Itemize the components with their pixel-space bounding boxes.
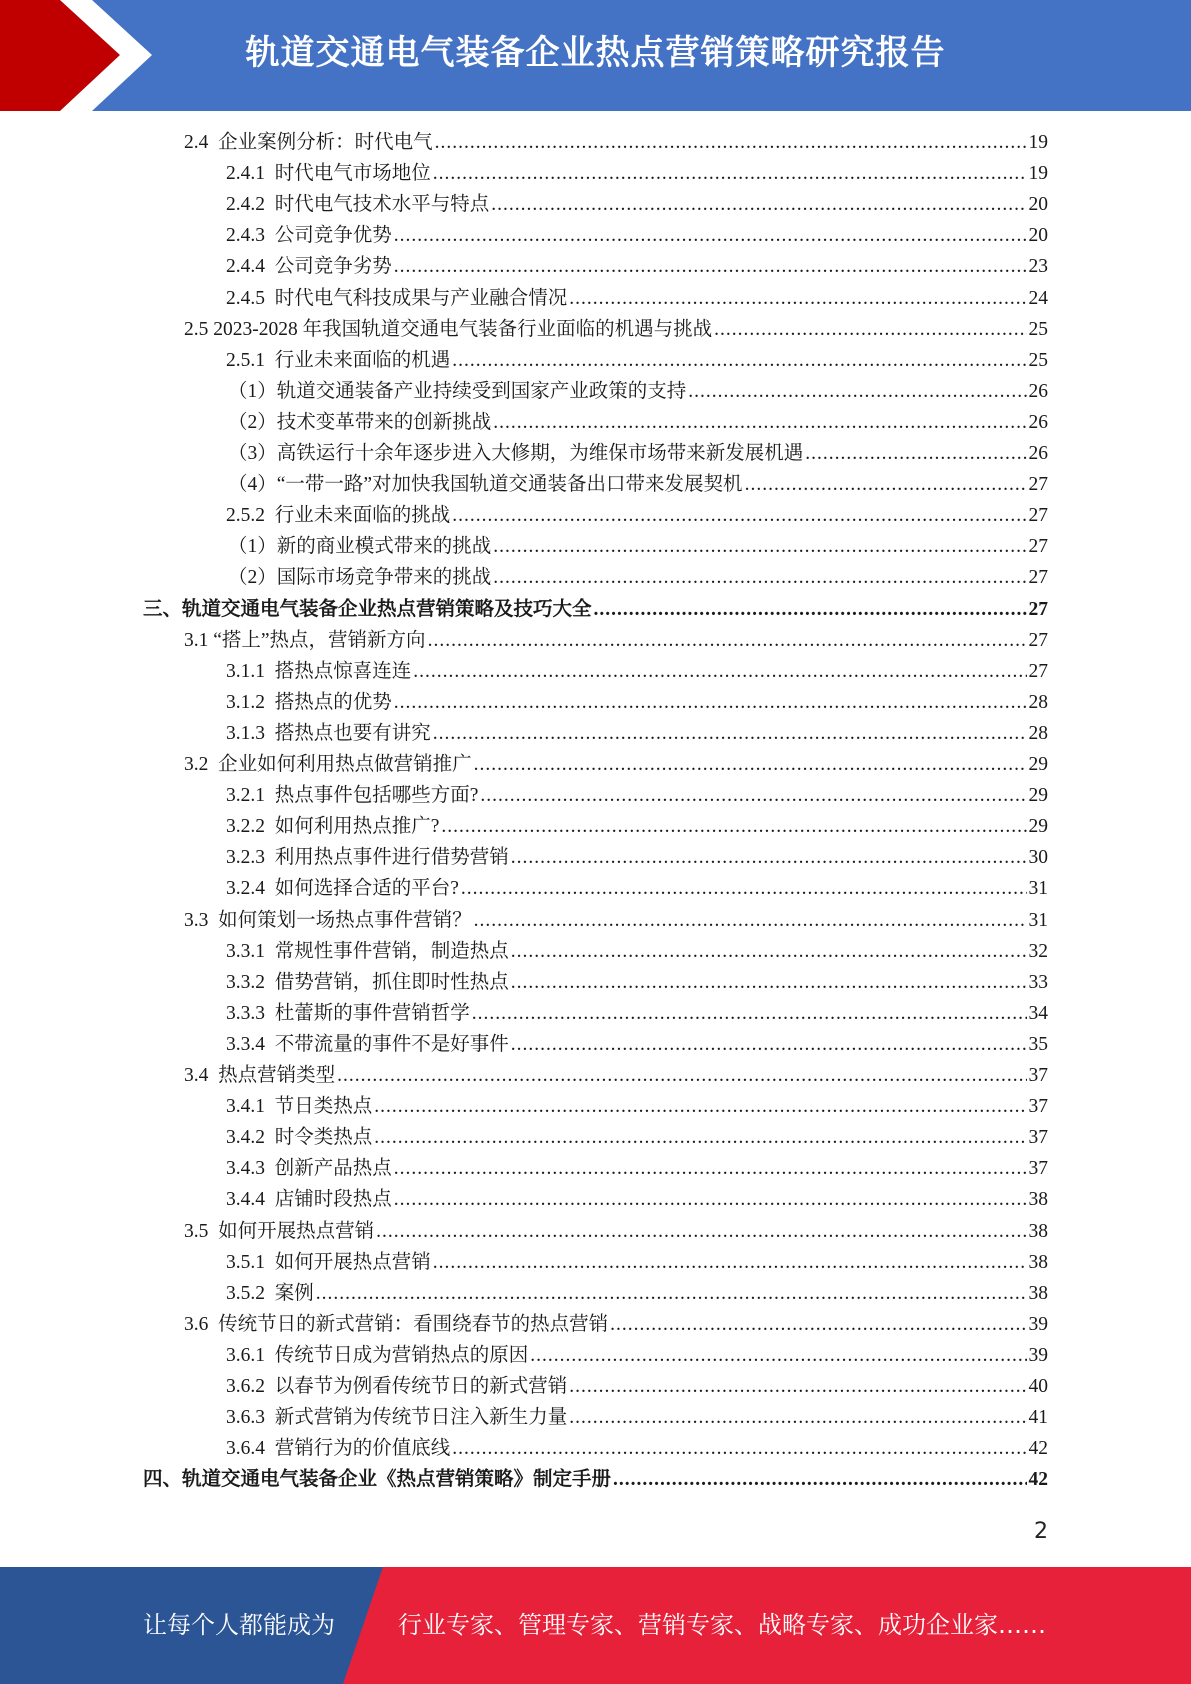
toc-entry-page: 39: [1028, 1313, 1048, 1335]
toc-entry-title: 3.2 企业如何利用热点做营销推广: [184, 754, 472, 775]
toc-entry-title: 3.1.3 搭热点也要有讲究: [226, 722, 431, 744]
toc-entry-page: 38: [1028, 1189, 1048, 1211]
toc-entry-title: 3.6.4 营销行为的价值底线: [226, 1438, 451, 1460]
toc-entry-page: 32: [1028, 940, 1048, 962]
toc-entry-title: 3.1.1 搭热点惊喜连连: [226, 660, 412, 682]
toc-entry-title: 2.4.1 时代电气市场地位: [226, 163, 431, 185]
toc-dot-leader: [433, 1247, 1027, 1278]
toc-entry-page: 27: [1028, 474, 1048, 496]
toc-entry-page: 29: [1028, 816, 1048, 838]
toc-entry-title: 3.4 热点营销类型: [184, 1065, 336, 1086]
toc-entry-page: 27: [1028, 505, 1048, 527]
toc-dot-leader: [530, 1340, 1026, 1371]
toc-entry-page: 26: [1028, 411, 1048, 433]
toc-entry-title: 3.2.4 如何选择合适的平台?: [226, 878, 459, 900]
toc-entry-page: 20: [1028, 194, 1048, 216]
toc-dot-leader: [493, 407, 1026, 438]
toc-entry-title: 3.4.2 时令类热点: [226, 1127, 373, 1149]
toc-dot-leader: [452, 500, 1026, 531]
toc-dot-leader: [714, 314, 1026, 345]
page-number: 2: [1034, 1519, 1048, 1544]
toc-entry-title: 四、轨道交通电气装备企业《热点营销策略》制定手册: [143, 1469, 612, 1491]
toc-entry[interactable]: [184, 1060, 1048, 1091]
toc-entry-title: 3.5.2 案例: [226, 1282, 314, 1304]
toc-entry-page: 33: [1028, 971, 1048, 993]
toc-dot-leader: [745, 469, 1027, 500]
toc-entry-page: 27: [1028, 629, 1048, 651]
toc-entry[interactable]: [226, 1122, 1048, 1153]
toc-dot-leader: [394, 220, 1027, 251]
toc-entry[interactable]: [184, 1216, 1048, 1247]
toc-entry-page: 25: [1028, 318, 1048, 340]
toc-entry-title: （2）国际市场竞争带来的挑战: [228, 567, 492, 589]
toc-entry[interactable]: [226, 811, 1048, 842]
toc-entry[interactable]: [226, 1153, 1048, 1184]
toc-dot-leader: [452, 1433, 1026, 1464]
toc-entry[interactable]: [226, 158, 1048, 189]
toc-entry-page: 39: [1028, 1344, 1048, 1366]
toc-entry[interactable]: [226, 1184, 1048, 1215]
toc-entry-title: 3.4.3 创新产品热点: [226, 1158, 392, 1180]
toc-entry-title: 3.3.2 借势营销，抓住即时性热点: [226, 971, 509, 993]
toc-entry-title: 2.4.3 公司竞争优势: [226, 225, 392, 247]
toc-entry[interactable]: [143, 1464, 1048, 1495]
toc-dot-leader: [428, 625, 1027, 656]
toc-entry[interactable]: [184, 749, 1048, 780]
toc-dot-leader: [474, 905, 1027, 936]
toc-entry-page: 38: [1028, 1282, 1048, 1304]
toc-entry-page: 42: [1028, 1469, 1048, 1491]
toc-entry-title: 3.2.1 热点事件包括哪些方面?: [226, 785, 479, 807]
toc-dot-leader: [493, 562, 1026, 593]
toc-entry-page: 38: [1028, 1220, 1048, 1242]
toc-entry[interactable]: [184, 1309, 1048, 1340]
toc-entry[interactable]: [184, 314, 1048, 345]
toc-entry-page: 25: [1028, 349, 1048, 371]
toc-entry[interactable]: [226, 780, 1048, 811]
toc-entry[interactable]: [226, 1340, 1048, 1371]
toc-entry-page: 38: [1028, 1251, 1048, 1273]
toc-entry-title: 3.3 如何策划一场热点事件营销？: [184, 909, 472, 931]
toc-entry-title: 3.6.1 传统节日成为营销热点的原因: [226, 1344, 529, 1366]
toc-entry-page: 37: [1028, 1127, 1048, 1149]
toc-entry-page: 26: [1028, 443, 1048, 464]
toc-entry-title: 2.5 2023-2028 年我国轨道交通电气装备行业面临的机遇与挑战: [184, 318, 713, 340]
toc-entry-title: 3.4.1 节日类热点: [226, 1096, 373, 1118]
toc-dot-leader: [394, 1184, 1027, 1215]
toc-entry[interactable]: [226, 687, 1048, 718]
footer-banner: [0, 1567, 1191, 1684]
toc-entry-title: 3.4.4 店铺时段热点: [226, 1189, 392, 1211]
toc-entry-title: 2.4.5 时代电气科技成果与产业融合情况: [226, 287, 568, 309]
toc-entry-title: 三、轨道交通电气装备企业热点营销策略及技巧大全: [143, 598, 592, 620]
toc-entry[interactable]: [228, 407, 1048, 438]
toc-entry-title: 3.2.3 利用热点事件进行借势营销: [226, 847, 509, 869]
toc-dot-leader: [480, 780, 1026, 811]
toc-entry-title: 3.3.3 杜蕾斯的事件营销哲学: [226, 1002, 470, 1024]
toc-dot-leader: [688, 376, 1026, 407]
toc-dot-leader: [511, 967, 1027, 998]
toc-entry[interactable]: [226, 345, 1048, 376]
footer-slogan-left: 让每个人都能成为: [143, 1611, 335, 1639]
toc-entry-title: 3.6 传统节日的新式营销：看围绕春节的热点营销: [184, 1313, 609, 1335]
toc-entry[interactable]: [226, 718, 1048, 749]
toc-entry[interactable]: [226, 189, 1048, 220]
toc-entry[interactable]: [228, 438, 1048, 469]
toc-dot-leader: [594, 594, 1027, 625]
header-banner: [0, 0, 1191, 111]
toc-dot-leader: [394, 687, 1027, 718]
toc-dot-leader: [569, 1402, 1026, 1433]
toc-entry-page: 37: [1028, 1065, 1048, 1086]
toc-entry[interactable]: [228, 469, 1048, 500]
toc-dot-leader: [569, 283, 1026, 314]
toc-dot-leader: [337, 1060, 1026, 1091]
toc-entry-page: 24: [1028, 287, 1048, 309]
toc-entry[interactable]: [226, 220, 1048, 251]
toc-entry-title: （1）新的商业模式带来的挑战: [228, 536, 492, 558]
toc-dot-leader: [413, 656, 1026, 687]
toc-entry-title: 3.3.1 常规性事件营销，制造热点: [226, 940, 509, 962]
toc-entry-page: 31: [1028, 878, 1048, 900]
toc-dot-leader: [610, 1309, 1026, 1340]
toc-dot-leader: [435, 127, 1027, 158]
toc-entry-title: 2.5.2 行业未来面临的挑战: [226, 505, 451, 527]
toc-entry[interactable]: [226, 967, 1048, 998]
toc-entry[interactable]: [228, 562, 1048, 593]
toc-dot-leader: [493, 531, 1026, 562]
toc-dot-leader: [376, 1216, 1026, 1247]
toc-entry[interactable]: [226, 1371, 1048, 1402]
toc-entry[interactable]: [143, 594, 1048, 625]
toc-entry[interactable]: [184, 127, 1048, 158]
toc-dot-leader: [394, 1153, 1027, 1184]
toc-dot-leader: [441, 811, 1026, 842]
toc-entry-page: 28: [1028, 722, 1048, 744]
toc-entry-page: 19: [1028, 163, 1048, 185]
toc-entry-page: 35: [1028, 1033, 1048, 1055]
toc-entry-page: 27: [1028, 536, 1048, 558]
toc-entry-page: 37: [1028, 1158, 1048, 1180]
toc-entry-page: 27: [1028, 567, 1048, 589]
toc-dot-leader: [613, 1464, 1026, 1495]
toc-entry[interactable]: [226, 873, 1048, 904]
toc-entry-page: 27: [1028, 660, 1048, 682]
toc-entry-title: （2）技术变革带来的创新挑战: [228, 411, 492, 433]
toc-entry[interactable]: [226, 1029, 1048, 1060]
toc-entry-title: （4）“一带一路”对加快我国轨道交通装备出口带来发展契机: [228, 474, 743, 496]
toc-entry-page: 29: [1028, 785, 1048, 807]
toc-entry-page: 40: [1028, 1376, 1048, 1397]
toc-entry-page: 27: [1028, 598, 1048, 620]
toc-entry[interactable]: [226, 1402, 1048, 1433]
toc-entry-page: 37: [1028, 1096, 1048, 1118]
toc-dot-leader: [511, 1029, 1027, 1060]
toc-entry-page: 23: [1028, 256, 1048, 278]
toc-entry[interactable]: [226, 1247, 1048, 1278]
toc-dot-leader: [433, 158, 1027, 189]
toc-entry-page: 29: [1028, 754, 1048, 775]
toc-dot-leader: [394, 251, 1027, 282]
toc-entry-title: 3.5.1 如何开展热点营销: [226, 1251, 431, 1273]
toc-entry[interactable]: [226, 998, 1048, 1029]
toc-entry-title: （3）高铁运行十余年逐步进入大修期，为维保市场带来新发展机遇: [228, 443, 804, 464]
toc-entry-page: 30: [1028, 847, 1048, 869]
toc-entry[interactable]: [226, 283, 1048, 314]
toc-dot-leader: [374, 1122, 1026, 1153]
toc-entry-title: 3.1 “搭上”热点，营销新方向: [184, 629, 426, 651]
toc-entry-page: 19: [1028, 132, 1048, 153]
toc-entry[interactable]: [228, 376, 1048, 407]
toc-entry[interactable]: [184, 625, 1048, 656]
toc-entry-title: 3.6.3 新式营销为传统节日注入新生力量: [226, 1407, 568, 1429]
toc-entry-title: 2.5.1 行业未来面临的机遇: [226, 349, 451, 371]
toc-dot-leader: [433, 718, 1027, 749]
toc-dot-leader: [461, 873, 1027, 904]
toc-entry-title: 2.4.4 公司竞争劣势: [226, 256, 392, 278]
toc-entry-title: 2.4.2 时代电气技术水平与特点: [226, 194, 490, 216]
toc-entry-title: 3.5 如何开展热点营销: [184, 1220, 375, 1242]
toc-entry[interactable]: [226, 251, 1048, 282]
toc-dot-leader: [569, 1371, 1026, 1402]
toc-entry[interactable]: [226, 1433, 1048, 1464]
report-title: 轨道交通电气装备企业热点营销策略研究报告: [245, 33, 946, 73]
toc-dot-leader: [452, 345, 1026, 376]
toc-entry-page: 42: [1028, 1438, 1048, 1460]
toc-entry-page: 28: [1028, 691, 1048, 713]
toc-dot-leader: [511, 936, 1027, 967]
toc-dot-leader: [374, 1091, 1026, 1122]
toc-dot-leader: [511, 842, 1027, 873]
toc-entry-title: 3.3.4 不带流量的事件不是好事件: [226, 1033, 509, 1055]
toc-entry-title: 3.6.2 以春节为例看传统节日的新式营销: [226, 1376, 568, 1397]
toc-entry-page: 26: [1028, 380, 1048, 402]
toc-dot-leader: [474, 749, 1027, 780]
toc-entry[interactable]: [226, 1278, 1048, 1309]
toc-entry[interactable]: [226, 500, 1048, 531]
toc-entry-page: 41: [1028, 1407, 1048, 1429]
toc-entry[interactable]: [226, 936, 1048, 967]
footer-slogan-right: 行业专家、管理专家、营销专家、战略专家、成功企业家……: [398, 1611, 1046, 1639]
toc-entry[interactable]: [228, 531, 1048, 562]
toc-entry-title: 3.2.2 如何利用热点推广?: [226, 816, 440, 838]
toc-dot-leader: [472, 998, 1027, 1029]
toc-dot-leader: [316, 1278, 1027, 1309]
toc-entry[interactable]: [226, 842, 1048, 873]
toc-entry-title: （1）轨道交通装备产业持续受到国家产业政策的支持: [228, 380, 687, 402]
toc-entry[interactable]: [184, 905, 1048, 936]
toc-entry-title: 3.1.2 搭热点的优势: [226, 691, 392, 713]
toc-entry[interactable]: [226, 1091, 1048, 1122]
toc-dot-leader: [805, 438, 1026, 469]
toc-dot-leader: [491, 189, 1026, 220]
toc-entry-title: 2.4 企业案例分析：时代电气: [184, 132, 433, 153]
toc-entry-page: 34: [1028, 1002, 1048, 1024]
toc-entry-page: 20: [1028, 225, 1048, 247]
toc-entry[interactable]: [226, 656, 1048, 687]
toc-entry-page: 31: [1028, 909, 1048, 931]
